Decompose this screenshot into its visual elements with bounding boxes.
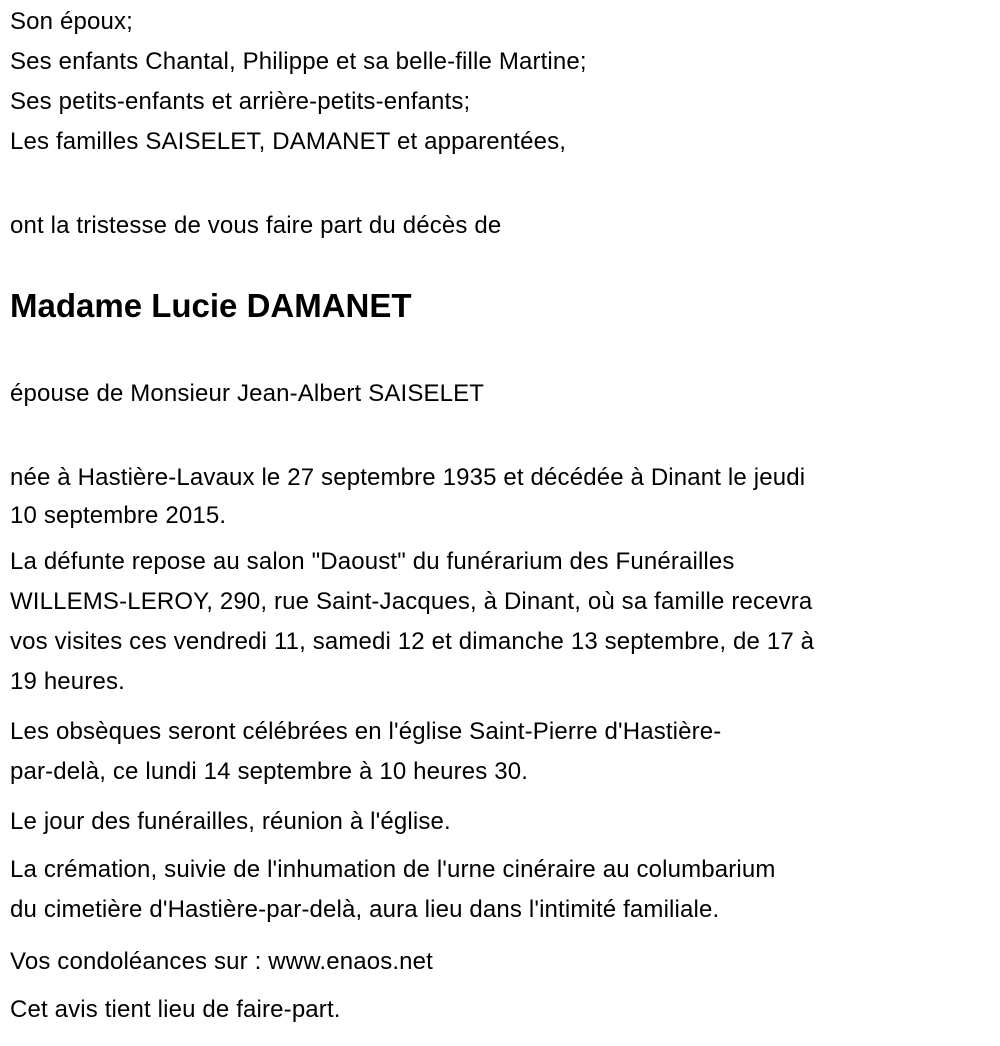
paragraph-line: du cimetière d'Hastière-par-delà, aura lieu dans l'intimité familiale.	[10, 896, 720, 923]
family-line: Son époux;	[10, 8, 133, 35]
intro-text: ont la tristesse de vous faire part du décès de	[10, 212, 502, 239]
paragraph-line: La crémation, suivie de l'inhumation de l'urne cinéraire au columbarium	[10, 856, 776, 883]
condolences-text: Vos condoléances sur : www.enaos.net	[10, 948, 433, 975]
paragraph-line: WILLEMS-LEROY, 290, rue Saint-Jacques, à Dinant, où sa famille recevra	[10, 588, 813, 615]
paragraph-line: La défunte repose au salon "Daoust" du funérarium des Funérailles	[10, 548, 735, 575]
family-line: Ses petits-enfants et arrière-petits-enfants;	[10, 88, 471, 115]
deceased-name: Madame Lucie DAMANET	[10, 287, 412, 324]
family-line: Les familles SAISELET, DAMANET et apparentées,	[10, 128, 567, 155]
paragraph-line: née à Hastière-Lavaux le 27 septembre 1935 et décédée à Dinant le jeudi	[10, 464, 806, 491]
paragraph-line: 10 septembre 2015.	[10, 502, 227, 529]
closing-text: Cet avis tient lieu de faire-part.	[10, 996, 341, 1023]
paragraph-line: 19 heures.	[10, 668, 125, 695]
paragraph-line: vos visites ces vendredi 11, samedi 12 et dimanche 13 septembre, de 17 à	[10, 628, 815, 655]
family-line: Ses enfants Chantal, Philippe et sa belle-fille Martine;	[10, 48, 587, 75]
paragraph-line: par-delà, ce lundi 14 septembre à 10 heures 30.	[10, 758, 529, 785]
spouse-text: épouse de Monsieur Jean-Albert SAISELET	[10, 380, 485, 407]
meeting-text: Le jour des funérailles, réunion à l'église.	[10, 808, 451, 835]
paragraph-line: Les obsèques seront célébrées en l'église Saint-Pierre d'Hastière-	[10, 718, 722, 745]
